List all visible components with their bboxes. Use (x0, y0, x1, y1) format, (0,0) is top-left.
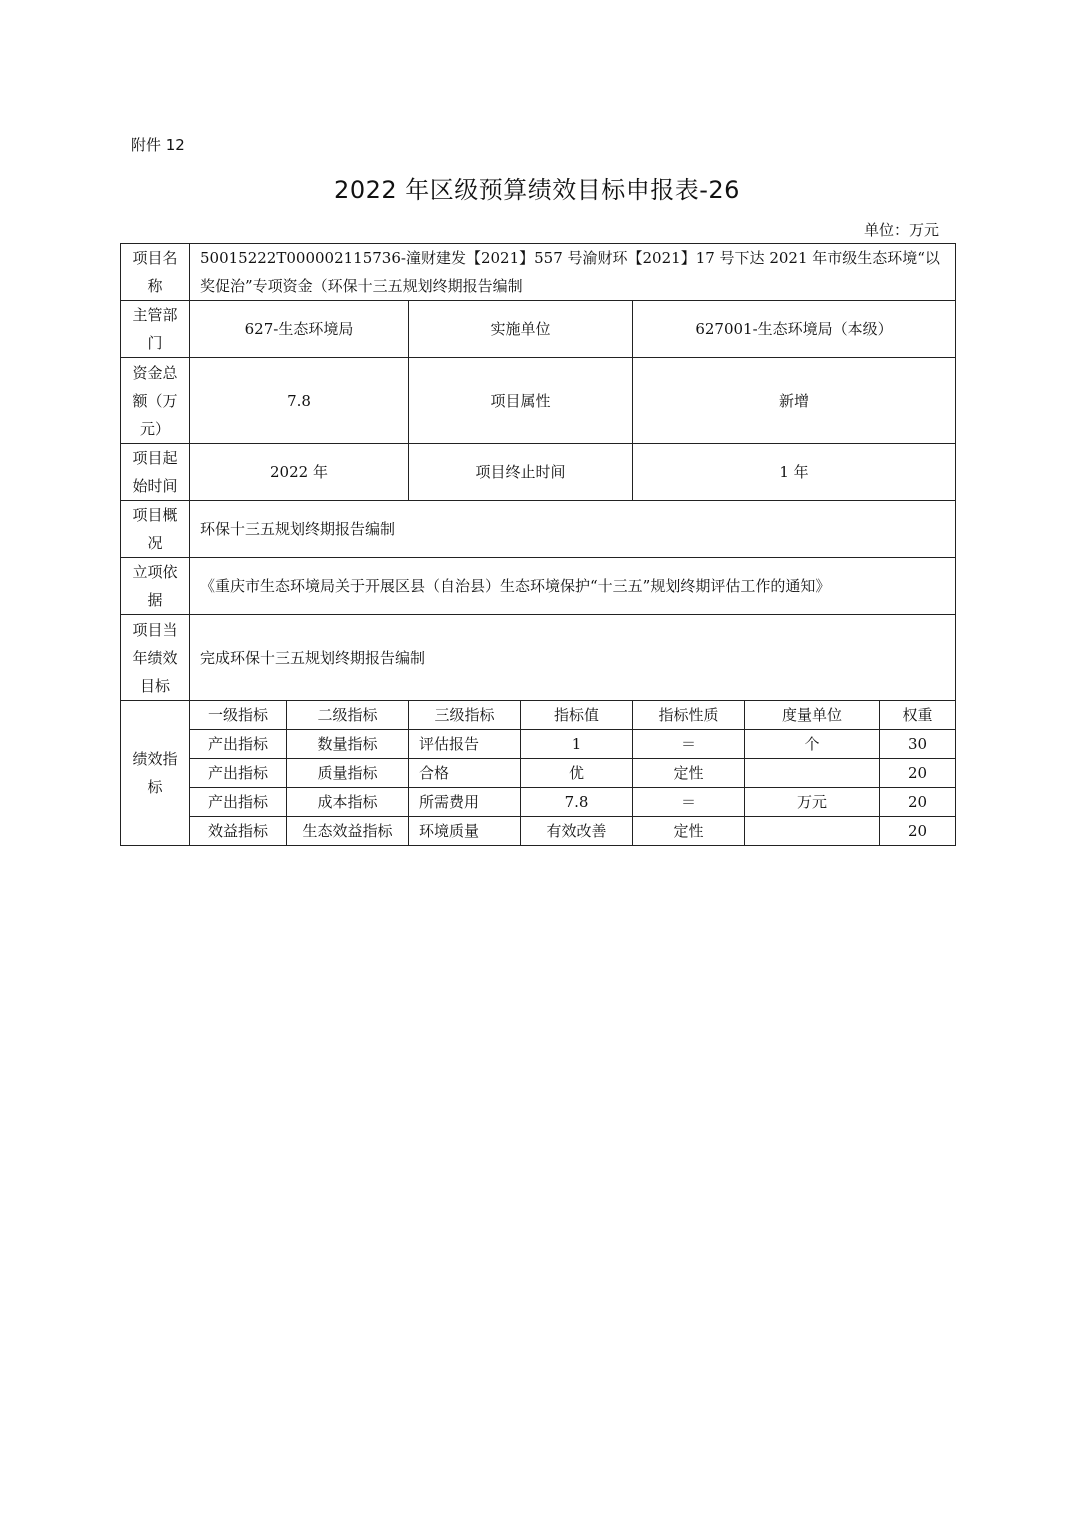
indicator-level1: 产出指标 (190, 788, 287, 817)
label-basis: 立项依据 (121, 558, 190, 615)
label-indicators: 绩效指标 (121, 701, 190, 846)
label-total-funds: 资金总额（万元） (121, 358, 190, 444)
indicator-value: 1 (521, 730, 633, 759)
indicator-header-cell: 度量单位 (745, 701, 880, 730)
indicator-header-cell: 三级指标 (409, 701, 521, 730)
indicator-row (121, 759, 956, 788)
indicator-level3: 所需费用 (409, 788, 521, 817)
indicator-level1: 效益指标 (190, 817, 287, 846)
value-implementer: 627001-生态环境局（本级） (633, 301, 956, 358)
value-basis: 《重庆市生态环境局关于开展区县（自治县）生态环境保护“十三五”规划终期评估工作的通知》 (190, 558, 956, 615)
indicator-row (121, 730, 956, 759)
value-overview: 环保十三五规划终期报告编制 (190, 501, 956, 558)
value-end-time: 1 年 (633, 444, 956, 501)
indicator-row (121, 817, 956, 846)
indicator-weight: 20 (880, 817, 956, 846)
label-overview: 项目概况 (121, 501, 190, 558)
indicator-header-cell: 二级指标 (287, 701, 409, 730)
indicator-header-cell: 指标值 (521, 701, 633, 730)
indicator-level2: 生态效益指标 (287, 817, 409, 846)
indicator-unit: 个 (745, 730, 880, 759)
value-total-funds: 7.8 (190, 358, 409, 444)
indicator-nature: 定性 (633, 817, 745, 846)
row-overview (121, 501, 956, 558)
value-start-time: 2022 年 (190, 444, 409, 501)
row-basis (121, 558, 956, 615)
value-property: 新增 (633, 358, 956, 444)
label-end-time: 项目终止时间 (409, 444, 633, 501)
label-start-time: 项目起始时间 (121, 444, 190, 501)
label-project-name: 项目名称 (121, 244, 190, 301)
indicator-header-row (121, 701, 956, 730)
indicator-level3: 合格 (409, 759, 521, 788)
indicator-weight: 20 (880, 759, 956, 788)
indicator-header-cell: 一级指标 (190, 701, 287, 730)
row-annual-goal (121, 615, 956, 701)
indicator-level2: 成本指标 (287, 788, 409, 817)
page-title: 2022 年区级预算绩效目标申报表-26 (334, 176, 740, 204)
row-time (121, 444, 956, 501)
indicator-level1: 产出指标 (190, 730, 287, 759)
indicator-level1: 产出指标 (190, 759, 287, 788)
indicator-weight: 30 (880, 730, 956, 759)
label-implementer: 实施单位 (409, 301, 633, 358)
row-project-name (121, 244, 956, 301)
row-funds (121, 358, 956, 444)
value-project-name: 50015222T000002115736-潼财建发【2021】557 号渝财环【2021】17 号下达 2021 年市级生态环境“以奖促治”专项资金（环保十三五规划终期报告编制 (190, 244, 956, 301)
row-department (121, 301, 956, 358)
label-property: 项目属性 (409, 358, 633, 444)
value-annual-goal: 完成环保十三五规划终期报告编制 (190, 615, 956, 701)
indicator-header-cell: 指标性质 (633, 701, 745, 730)
unit-label: 单位：万元 (864, 221, 940, 239)
indicator-level3: 环境质量 (409, 817, 521, 846)
attachment-label: 附件 12 (131, 136, 185, 154)
indicator-row (121, 788, 956, 817)
label-department: 主管部门 (121, 301, 190, 358)
indicator-level2: 数量指标 (287, 730, 409, 759)
indicator-weight: 20 (880, 788, 956, 817)
indicator-value: 7.8 (521, 788, 633, 817)
budget-performance-table (120, 243, 956, 846)
value-department: 627-生态环境局 (190, 301, 409, 358)
indicator-value: 优 (521, 759, 633, 788)
label-annual-goal: 项目当年绩效目标 (121, 615, 190, 701)
indicator-level2: 质量指标 (287, 759, 409, 788)
indicator-unit (745, 759, 880, 788)
indicator-level3: 评估报告 (409, 730, 521, 759)
indicator-nature: ＝ (633, 730, 745, 759)
indicator-unit (745, 817, 880, 846)
indicator-header-cell: 权重 (880, 701, 956, 730)
indicator-unit: 万元 (745, 788, 880, 817)
indicator-nature: ＝ (633, 788, 745, 817)
indicator-nature: 定性 (633, 759, 745, 788)
indicator-value: 有效改善 (521, 817, 633, 846)
